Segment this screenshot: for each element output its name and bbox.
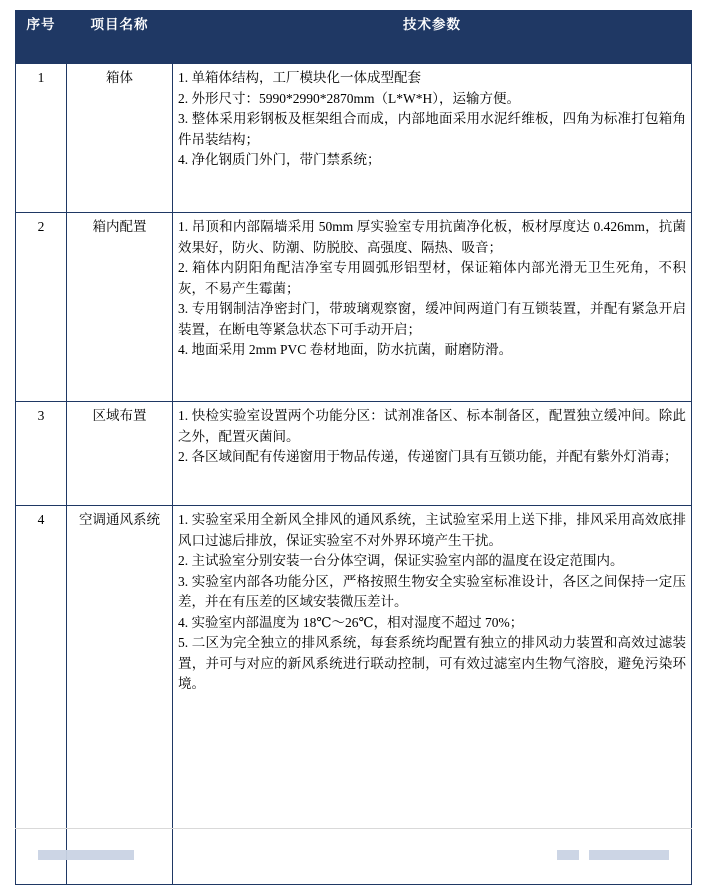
footer-redaction-right bbox=[589, 850, 669, 860]
table-row bbox=[16, 213, 692, 402]
parameter-line: 1. 吊顶和内部隔墙采用 50mm 厚实验室专用抗菌净化板，板材厚度达 0.426mm，抗菌效果好，防火、防潮、防脱胶、高强度、隔热、吸音； bbox=[178, 219, 686, 255]
parameter-line: 2. 外形尺寸：5990*2990*2870mm（L*W*H），运输方便。 bbox=[178, 90, 520, 106]
column-header-no: 序号 bbox=[16, 11, 67, 64]
table-header bbox=[16, 11, 692, 64]
parameter-line: 1. 单箱体结构，工厂模块化一体成型配套 bbox=[178, 70, 421, 85]
parameter-line: 2. 箱体内阴阳角配洁净室专用圆弧形铝型材，保证箱体内部光滑无卫生死角，不积灰，不易产生霉菌； bbox=[178, 260, 686, 296]
parameter-line: 4. 实验室内部温度为 18℃～26℃，相对湿度不超过 70%； bbox=[178, 614, 524, 630]
table-body bbox=[16, 64, 692, 885]
row-parameters bbox=[173, 213, 692, 402]
footer-redaction-left bbox=[38, 850, 134, 860]
table-row bbox=[16, 64, 692, 213]
parameter-line: 4. 净化钢质门外门，带门禁系统； bbox=[178, 152, 381, 168]
page-footer bbox=[0, 828, 707, 874]
table-header-row bbox=[16, 11, 692, 64]
parameter-line: 3. 整体采用彩钢板及框架组合而成，内部地面采用水泥纤维板，四角为标准打包箱角件吊装结构； bbox=[178, 111, 686, 147]
parameter-line: 2. 各区域间配有传递窗用于物品传递，传递窗门具有互锁功能，并配有紫外灯消毒； bbox=[178, 449, 678, 465]
parameter-line: 5. 二区为完全独立的排风系统，每套系统均配置有独立的排风动力装置和高效过滤装置，并可与对应的新风系统进行联动控制，可有效过滤室内生物气溶胶，避免污染环境。 bbox=[178, 635, 686, 692]
footer-divider bbox=[15, 828, 692, 829]
table-row bbox=[16, 402, 692, 506]
row-item-name: 空调通风系统 bbox=[67, 506, 173, 885]
row-number: 3 bbox=[16, 402, 67, 506]
row-item-name: 箱体 bbox=[67, 64, 173, 213]
row-item-name: 箱内配置 bbox=[67, 213, 173, 402]
parameter-line: 3. 实验室内部各功能分区，严格按照生物安全实验室标准设计，各区之间保持一定压差，并在有压差的区域安装微压差计。 bbox=[178, 573, 686, 610]
parameter-line: 3. 专用钢制洁净密封门，带玻璃观察窗，缓冲间两道门有互锁装置，并配有紧急开启装置，在断电等紧急状态下可手动开启； bbox=[178, 301, 686, 337]
row-parameters bbox=[173, 64, 692, 213]
parameter-line: 1. 快检实验室设置两个功能分区：试剂准备区、标本制备区，配置独立缓冲间。除此之外，配置灭菌间。 bbox=[178, 408, 686, 444]
footer-redaction-middle bbox=[557, 850, 579, 860]
row-number: 2 bbox=[16, 213, 67, 402]
parameter-line: 4. 地面采用 2mm PVC 卷材地面，防水抗菌，耐磨防滑。 bbox=[178, 342, 513, 358]
row-number: 4 bbox=[16, 506, 67, 885]
parameter-line: 2. 主试验室分别安装一台分体空调，保证实验室内部的温度在设定范围内。 bbox=[178, 553, 624, 569]
row-number: 1 bbox=[16, 64, 67, 213]
specification-table bbox=[15, 10, 692, 885]
parameter-line: 1. 实验室采用全新风全排风的通风系统，主试验室采用上送下排，排风采用高效底排风口过滤后排放，保证实验室不对外界环境产生干扰。 bbox=[178, 512, 686, 548]
column-header-name: 项目名称 bbox=[67, 11, 173, 64]
row-item-name: 区域布置 bbox=[67, 402, 173, 506]
column-header-param: 技术参数 bbox=[173, 11, 692, 64]
row-parameters bbox=[173, 402, 692, 506]
